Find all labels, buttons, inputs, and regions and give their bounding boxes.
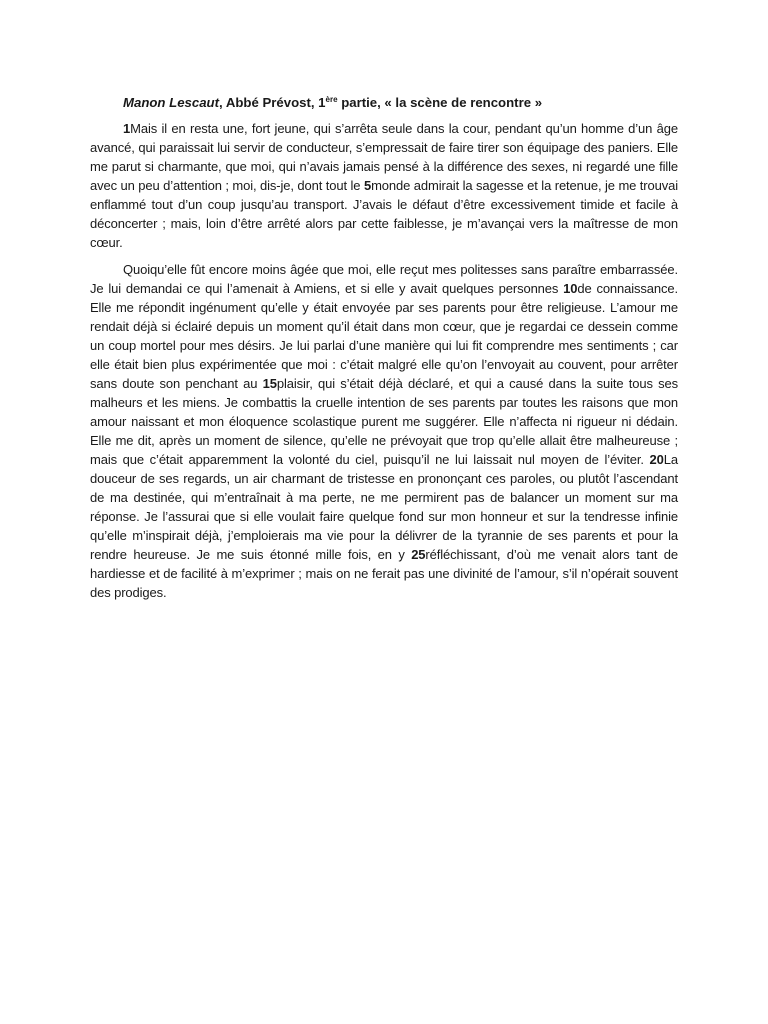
- document-heading: [90, 94, 678, 111]
- work-title: Manon Lescaut: [123, 95, 219, 110]
- heading-author-part: , Abbé Prévost, 1: [219, 95, 326, 110]
- paragraph-2: [90, 260, 678, 602]
- paragraph-text: réfléchissant, d’où me venait alors tant de hardiesse et de facilité à m’exprimer ; mais on ne ferait pas une divinité de l’amour, s’il n’opérait souvent des prodiges.: [90, 547, 678, 600]
- line-number: 5: [363, 178, 372, 193]
- paragraph-text: La douceur de ses regards, un air charmant de tristesse en prononçant ces paroles, ou plutôt l’ascendant de ma destinée, qui m’entraînait à ma perte, ne me permirent pas de balancer un moment sur ma réponse. Je l’assurai que si elle voulait faire quelque fond sur mon honneur et sur la tendresse infinie qu’elle m’inspirait déjà, j’emploierais ma vie pour la délivrer de la tyrannie de ses parents et pour la rendre heureuse. Je me suis étonné mille fois, en y: [90, 452, 678, 562]
- paragraph-text: Mais il en resta une, fort jeune, qui s’arrêta seule dans la cour, pendant qu’un homme d’un âge avancé, qui paraissait lui servir de conducteur, s’empressait de faire tirer son équipage des paniers. Elle me parut si charmante, que moi, qui n’avais jamais pensé à la différence des sexes, ni regardé une fille avec un peu d’attention ; moi, dis-je, dont tout le: [90, 121, 678, 193]
- paragraph-1: [90, 119, 678, 252]
- document-page: [90, 94, 678, 610]
- heading-superscript: ère: [325, 95, 338, 104]
- line-number: 10: [563, 281, 578, 296]
- paragraph-text: plaisir, qui s’était déjà déclaré, et qui a causé dans la suite tous ses malheurs et les miens. Je combattis la cruelle intention de ses parents par toutes les raisons que mon amour naissant et mon éloquence scolastique purent me suggérer. Elle n’affecta ni rigueur ni dédain. Elle me dit, après un moment de silence, qu’elle ne prévoyait que trop qu’elle allait être malheureuse ; mais que c’était apparemment la volonté du ciel, puisqu’il ne lui laissait nul moyen de l’éviter.: [90, 376, 678, 467]
- line-number: 25: [411, 547, 426, 562]
- line-number: 20: [649, 452, 664, 467]
- paragraph-text: de connaissance. Elle me répondit ingénument qu’elle y était envoyée par ses parents pour être religieuse. L’amour me rendait déjà si éclairé depuis un moment qu’il était dans mon cœur, que je regardai ce dessein comme un coup mortel pour mes désirs. Je lui parlai d’une manière qui lui fit comprendre mes sentiments ; car elle était bien plus expérimentée que moi : c’était malgré elle qu’on l’envoyait au couvent, pour arrêter sans doute son penchant au: [90, 281, 678, 391]
- line-number: 15: [262, 376, 277, 391]
- heading-rest: partie, « la scène de rencontre »: [337, 95, 543, 110]
- paragraph-text: Quoiqu’elle fût encore moins âgée que moi, elle reçut mes politesses sans paraître embarrassée. Je lui demandai ce qui l’amenait à Amiens, et si elle y avait quelques personnes: [90, 262, 678, 296]
- line-number: 1: [123, 121, 131, 136]
- paragraph-text: monde admirait la sagesse et la retenue, je me trouvai enflammé tout d’un coup jusqu’au transport. J’avais le défaut d’être excessivement timide et facile à déconcerter ; mais, loin d’être arrêté alors par cette faiblesse, je m’avançai vers la maîtresse de mon cœur.: [90, 178, 678, 250]
